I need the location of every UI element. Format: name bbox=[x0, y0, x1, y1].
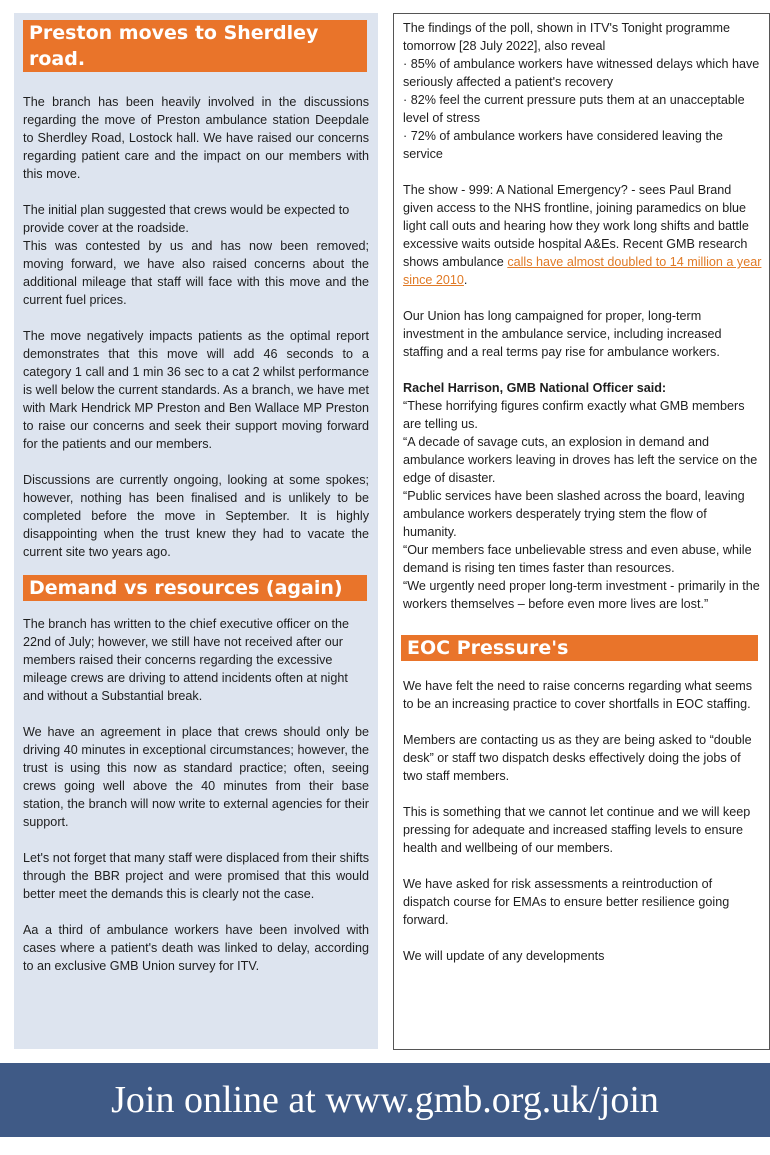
preston-paragraph-2a: The initial plan suggested that crews would be expected to provide cover at the roadside. bbox=[23, 203, 350, 235]
eoc-paragraph-5: We will update of any developments bbox=[403, 949, 605, 963]
poll-intro: The findings of the poll, shown in ITV's Tonight programme tomorrow [28 July 2022], also reveal bbox=[403, 21, 730, 53]
demand-paragraph-3: Let's not forget that many staff were displaced from their shifts through the BBR project and were promised that this would better meet the demands this is clearly not the case. bbox=[23, 851, 369, 901]
quote-3: “Public services have been slashed across the board, leaving ambulance workers desperately trying stem the flow of humanity. bbox=[403, 489, 745, 539]
ambulance-calls-link[interactable]: calls have almost doubled to 14 million a year since 2010 bbox=[403, 255, 762, 287]
poll-bullet-3: · 72% of ambulance workers have considered leaving the service bbox=[403, 129, 723, 161]
preston-paragraph-4: Discussions are currently ongoing, looking at some spokes; however, nothing has been finalised and is unlikely to be completed before the move in September. It is highly disappointing when the trust knew they had to vacate the current site two years ago. bbox=[23, 473, 369, 559]
eoc-paragraph-3: This is something that we cannot let continue and we will keep pressing for adequate and increased staffing levels to ensure health and wellbeing of our members. bbox=[403, 805, 751, 855]
poll-bullet-2: · 82% feel the current pressure puts them at an unacceptable level of stress bbox=[403, 93, 745, 125]
show-end: . bbox=[463, 273, 468, 287]
demand-heading: Demand vs resources (again) bbox=[23, 575, 367, 601]
demand-paragraph-1: The branch has written to the chief executive officer on the 22nd of July; however, we still have not received after our members raised their concerns regarding the excessive mileage crews are driving to attend incidents often at night and without a Substantial break. bbox=[23, 617, 349, 703]
join-banner[interactable] bbox=[0, 1063, 770, 1137]
quote-2: “A decade of savage cuts, an explosion in demand and ambulance workers leaving in droves has left the service on the edge of disaster. bbox=[403, 435, 758, 485]
eoc-paragraph-1: We have felt the need to raise concerns regarding what seems to be an increasing practice to cover shortfalls in EOC staffing. bbox=[403, 679, 753, 711]
demand-paragraph-4: Aa a third of ambulance workers have been involved with cases where a patient's death was linked to delay, according to an exclusive GMB Union survey for ITV. bbox=[23, 923, 369, 973]
show-text: The show - 999: A National Emergency? - sees Paul Brand given access to the NHS frontline, joining paramedics on blue light call outs and hearing how they work long shifts and battle excessive waits outside hospital A&Es. Recent GMB research shows ambulance bbox=[403, 183, 749, 269]
left-column bbox=[14, 13, 378, 1049]
quote-4: “Our members face unbelievable stress and even abuse, while demand is rising ten times faster than resources. bbox=[403, 543, 752, 575]
right-column bbox=[393, 13, 770, 1050]
quote-1: “These horrifying figures confirm exactly what GMB members are telling us. bbox=[403, 399, 745, 431]
demand-paragraph-2: We have an agreement in place that crews should only be driving 40 minutes in exceptional circumstances; however, the trust is using this now as standard practice; often, seeing crews going well above the 40 minutes from their base station, the branch will now write to external agencies for their support. bbox=[23, 725, 369, 829]
union-paragraph: Our Union has long campaigned for proper, long-term investment in the ambulance service, including increased staffing and a real terms pay rise for ambulance workers. bbox=[403, 309, 722, 359]
preston-paragraph-1: The branch has been heavily involved in the discussions regarding the move of Preston ambulance station Deepdale to Sherdley Road, Lostock hall. We have raised our concerns regarding patient care and the impact on our members with this move. bbox=[23, 95, 369, 181]
quote-5: “We urgently need proper long-term investment - primarily in the workers themselves – before even more lives are lost.” bbox=[403, 579, 760, 611]
show-paragraph bbox=[403, 181, 762, 289]
eoc-paragraph-4: We have asked for risk assessments a reintroduction of dispatch course for EMAs to ensure better resilience going forward. bbox=[403, 877, 730, 927]
quote-speaker: Rachel Harrison, GMB National Officer said: bbox=[403, 381, 667, 395]
eoc-heading: EOC Pressure's bbox=[401, 635, 758, 661]
preston-paragraph-2b: This was contested by us and has now been removed; moving forward, we have also raised concerns about the additional mileage that staff will face with this move and the current fuel prices. bbox=[23, 239, 369, 307]
preston-heading: Preston moves to Sherdley road. bbox=[23, 20, 367, 72]
eoc-paragraph-2: Members are contacting us as they are being asked to “double desk” or staff two dispatch desks effectively doing the jobs of two staff members. bbox=[403, 733, 752, 783]
join-banner-text[interactable]: Join online at www.gmb.org.uk/join bbox=[111, 1079, 659, 1121]
preston-paragraph-3: The move negatively impacts patients as the optimal report demonstrates that this move will add 46 seconds to a category 1 call and 1 min 36 sec to a cat 2 whilst performance is well below the current standards. As a branch, we have met with Mark Hendrick MP Preston and Ben Wallace MP Preston to raise our concerns and seek their support moving forward for the patients and our members. bbox=[23, 329, 369, 451]
poll-bullet-1: · 85% of ambulance workers have witnessed delays which have seriously affected a patient's recovery bbox=[403, 57, 760, 89]
bottom-strip bbox=[0, 1137, 770, 1155]
